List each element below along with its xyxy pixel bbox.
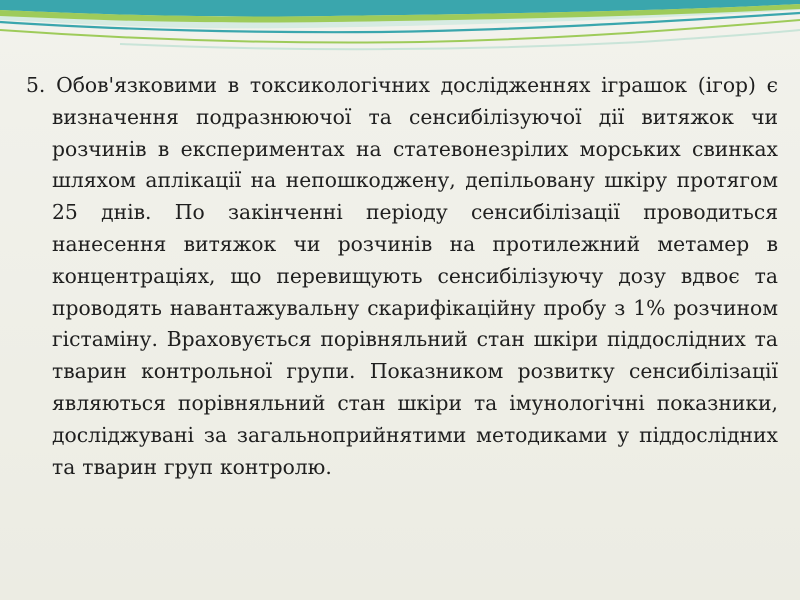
- decorative-wave-band: [0, 0, 800, 60]
- wave-line-light: [120, 30, 800, 49]
- body-paragraph: 5. Обов'язковими в токсикологічних дослідженнях іграшок (ігор) є визначення подразнюючої та сенсибілізуючої дії витяжок чи розчинів в експериментах на статевонезрілих морських свинках шляхом аплікації на непошкоджену, депільовану шкіру протягом 25 днів. По закінченні періоду сенсибілізації проводиться нанесення витяжок чи розчинів на протилежний метамер в концентраціях, що перевищують сенсибілізуючу дозу вдвоє та проводять навантажувальну скарифікаційну пробу з 1% розчином гістаміну. Враховується порівняльний стан шкіри піддослідних та тварин контрольної групи. Показником розвитку сенсибілізації являються порівняльний стан шкіри та імунологічні показники, досліджувані за загальноприйнятими методиками у піддослідних та тварин груп контролю.: [26, 73, 778, 479]
- wave-graphic: [0, 0, 800, 60]
- content-text-box: [26, 70, 778, 483]
